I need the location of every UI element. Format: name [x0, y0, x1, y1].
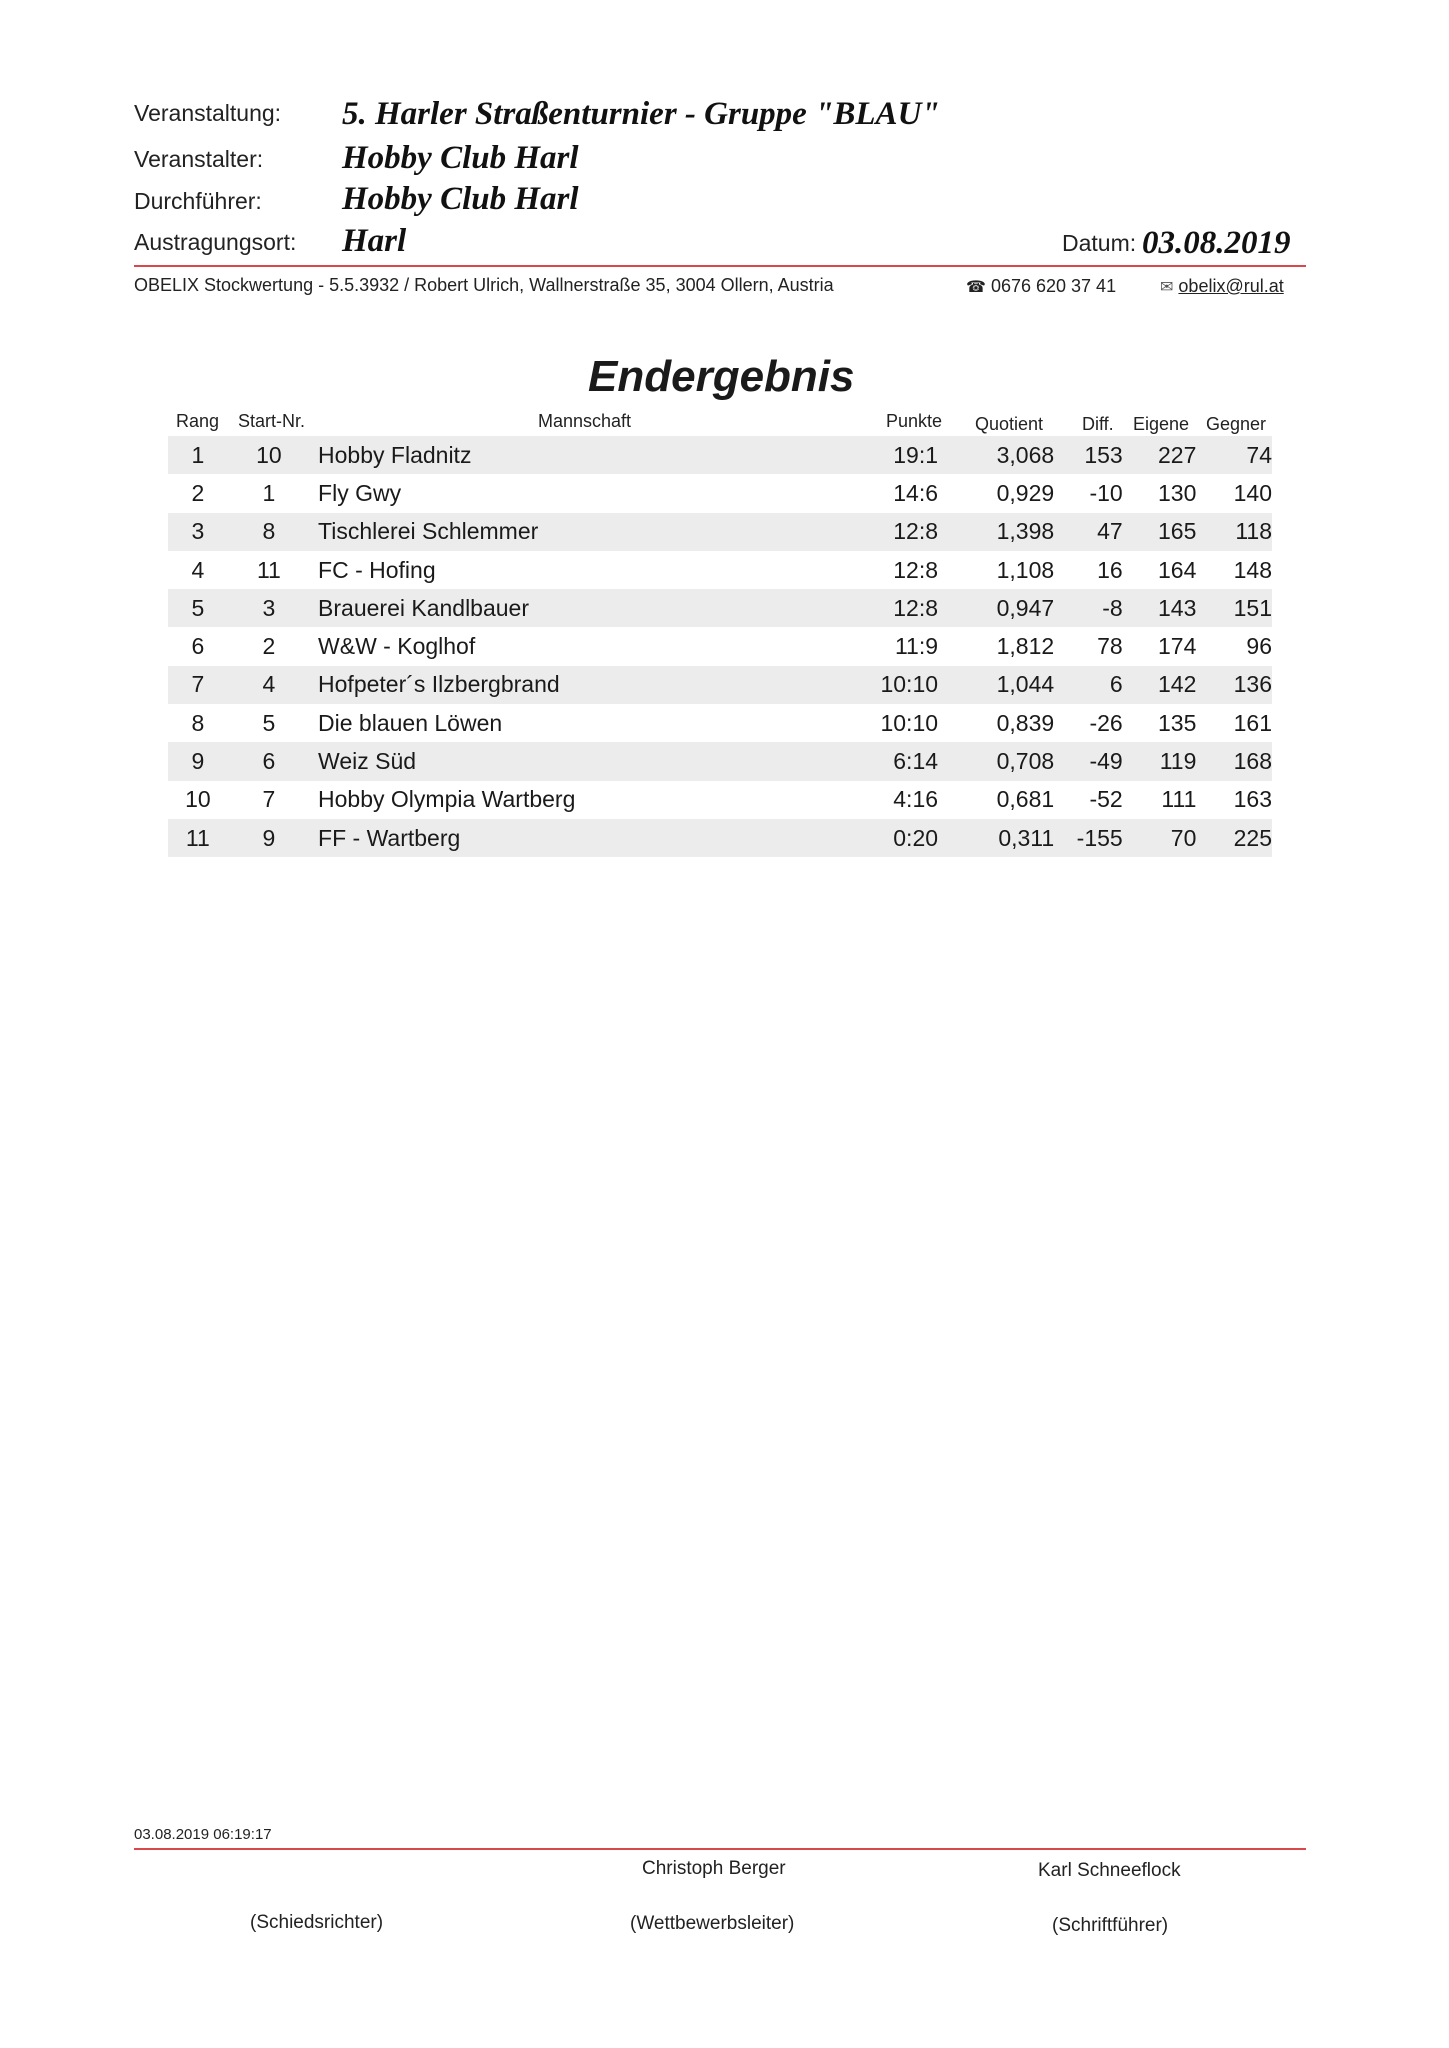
table-row	[168, 513, 1272, 551]
software-info: OBELIX Stockwertung - 5.5.3932 / Robert Ulrich, Wallnerstraße 35, 3004 Ollern, Austria	[134, 275, 834, 295]
recorder-role: (Schriftführer)	[1052, 1915, 1169, 1936]
team-name-cell: Tischlerei Schlemmer	[310, 513, 831, 551]
quotient-cell: 1,044	[938, 666, 1054, 704]
start-number-cell: 6	[228, 742, 310, 780]
quotient-cell: 0,708	[938, 742, 1054, 780]
start-number-cell: 4	[228, 666, 310, 704]
own-score-cell: 135	[1158, 709, 1197, 736]
quotient-cell: 1,398	[938, 513, 1054, 551]
rank-cell: 6	[191, 633, 205, 660]
col-rang: Rang	[176, 411, 220, 431]
quotient-cell: 0,839	[996, 709, 1055, 736]
phone-icon: ☎	[966, 279, 986, 296]
points-cell: 11:9	[894, 633, 939, 660]
table-row	[168, 819, 1272, 857]
print-timestamp: 03.08.2019 06:19:17	[134, 1826, 272, 1843]
quotient-cell: 3,068	[938, 436, 1054, 474]
team-name-cell: Fly Gwy	[318, 479, 402, 506]
own-score-cell: 143	[1123, 589, 1197, 627]
start-number-cell: 9	[228, 819, 310, 857]
opponent-score-cell: 140	[1233, 479, 1272, 506]
table-row	[168, 551, 1272, 589]
quotient-cell: 0,947	[938, 589, 1054, 627]
team-name-cell: W&W - Koglhof	[318, 633, 476, 660]
rank-cell: 10	[185, 786, 211, 813]
table-row	[168, 436, 1272, 474]
own-score-cell: 164	[1158, 556, 1197, 583]
col-team: Mannschaft	[538, 411, 632, 431]
rank-cell: 4	[191, 556, 205, 583]
table-row	[168, 781, 1272, 819]
header-rule	[134, 265, 1306, 267]
opponent-score-cell: 163	[1233, 786, 1272, 813]
rank-cell: 3	[168, 513, 228, 551]
team-name-cell: Hofpeter´s Ilzbergbrand	[310, 666, 831, 704]
quotient-cell: 1,812	[996, 633, 1055, 660]
col-gegner: Gegner	[1206, 414, 1267, 434]
points-cell: 0:20	[831, 819, 938, 857]
opponent-score-cell: 161	[1233, 709, 1272, 736]
results-table	[168, 436, 1272, 857]
opponent-score-cell: 136	[1196, 666, 1272, 704]
team-name-cell: Brauerei Kandlbauer	[310, 589, 831, 627]
team-name-cell: Weiz Süd	[310, 742, 831, 780]
recorder-name: Karl Schneeflock	[1038, 1860, 1181, 1881]
team-name-cell: Hobby Olympia Wartberg	[318, 786, 576, 813]
opponent-score-cell: 225	[1196, 819, 1272, 857]
own-score-cell: 142	[1123, 666, 1197, 704]
difference-cell: -8	[1054, 589, 1123, 627]
col-eigene: Eigene	[1133, 414, 1190, 434]
durchfuehrer-label: Durchführer:	[134, 188, 262, 214]
executor-name: Hobby Club Harl	[342, 181, 579, 217]
event-name: 5. Harler Straßenturnier - Gruppe "BLAU"	[342, 96, 940, 132]
difference-cell: 16	[1097, 556, 1123, 583]
table-row	[168, 589, 1272, 627]
difference-cell: 153	[1054, 436, 1123, 474]
own-score-cell: 111	[1161, 786, 1197, 813]
rank-cell: 2	[191, 479, 205, 506]
rank-cell: 1	[168, 436, 228, 474]
event-date: 03.08.2019	[1142, 225, 1291, 261]
start-number-cell: 3	[228, 589, 310, 627]
quotient-cell: 0,929	[996, 479, 1055, 506]
veranstaltung-label: Veranstaltung:	[134, 100, 282, 126]
points-cell: 4:16	[893, 786, 939, 813]
start-number-cell: 8	[228, 513, 310, 551]
footer-rule	[134, 1848, 1306, 1850]
quotient-cell: 0,681	[996, 786, 1055, 813]
difference-cell: -49	[1054, 742, 1123, 780]
points-cell: 12:8	[831, 513, 938, 551]
page-title: Endergebnis	[588, 352, 855, 401]
start-number-cell: 10	[228, 436, 310, 474]
competition-leader-name: Christoph Berger	[642, 1858, 786, 1879]
opponent-score-cell: 118	[1196, 513, 1272, 551]
opponent-score-cell: 74	[1196, 436, 1272, 474]
start-number-cell: 5	[262, 709, 276, 736]
start-number-cell: 11	[256, 556, 281, 583]
rank-cell: 8	[191, 709, 205, 736]
points-cell: 19:1	[831, 436, 938, 474]
difference-cell: -26	[1089, 709, 1123, 736]
competition-leader-role: (Wettbewerbsleiter)	[630, 1913, 795, 1934]
difference-cell: -155	[1054, 819, 1123, 857]
points-cell: 12:8	[831, 589, 938, 627]
phone-contact	[966, 276, 1116, 297]
table-row	[168, 627, 1272, 665]
points-cell: 12:8	[893, 556, 939, 583]
table-row	[168, 704, 1272, 742]
points-cell: 6:14	[831, 742, 938, 780]
points-cell: 14:6	[893, 479, 939, 506]
rank-cell: 7	[168, 666, 228, 704]
referee-role: (Schiedsrichter)	[250, 1912, 384, 1933]
points-cell: 10:10	[831, 666, 938, 704]
difference-cell: 78	[1097, 633, 1123, 660]
rank-cell: 9	[168, 742, 228, 780]
table-row	[168, 742, 1272, 780]
own-score-cell: 130	[1158, 479, 1197, 506]
start-number-cell: 7	[262, 786, 276, 813]
start-number-cell: 2	[262, 633, 276, 660]
own-score-cell: 174	[1158, 633, 1197, 660]
austragungsort-label: Austragungsort:	[134, 229, 297, 255]
rank-cell: 5	[168, 589, 228, 627]
difference-cell: -10	[1089, 479, 1123, 506]
organizer-name: Hobby Club Harl	[342, 140, 579, 176]
own-score-cell: 119	[1123, 742, 1197, 780]
team-name-cell: FC - Hofing	[318, 556, 436, 583]
email-contact[interactable]	[1160, 276, 1284, 297]
datum-label: Datum:	[1062, 230, 1137, 256]
opponent-score-cell: 151	[1196, 589, 1272, 627]
own-score-cell: 165	[1123, 513, 1197, 551]
rank-cell: 11	[168, 819, 228, 857]
phone-number: 0676 620 37 41	[990, 276, 1117, 296]
quotient-cell: 1,108	[996, 556, 1055, 583]
difference-cell: -52	[1089, 786, 1123, 813]
veranstalter-label: Veranstalter:	[134, 146, 264, 172]
opponent-score-cell: 96	[1246, 633, 1272, 660]
email-link[interactable]: obelix@rul.at	[1178, 276, 1284, 296]
col-start: Start-Nr.	[238, 411, 306, 431]
points-cell: 10:10	[880, 709, 939, 736]
start-number-cell: 1	[262, 479, 276, 506]
table-row	[168, 474, 1272, 512]
difference-cell: 6	[1054, 666, 1123, 704]
envelope-icon: ✉	[1160, 279, 1174, 296]
opponent-score-cell: 168	[1196, 742, 1272, 780]
own-score-cell: 227	[1123, 436, 1197, 474]
col-quotient: Quotient	[975, 414, 1044, 434]
venue-name: Harl	[342, 223, 407, 259]
table-row	[168, 666, 1272, 704]
opponent-score-cell: 148	[1233, 556, 1272, 583]
team-name-cell: FF - Wartberg	[310, 819, 831, 857]
difference-cell: 47	[1054, 513, 1123, 551]
team-name-cell: Hobby Fladnitz	[310, 436, 831, 474]
col-diff: Diff.	[1082, 414, 1114, 434]
team-name-cell: Die blauen Löwen	[318, 709, 503, 736]
col-punkte: Punkte	[886, 411, 943, 431]
quotient-cell: 0,311	[938, 819, 1054, 857]
own-score-cell: 70	[1123, 819, 1197, 857]
